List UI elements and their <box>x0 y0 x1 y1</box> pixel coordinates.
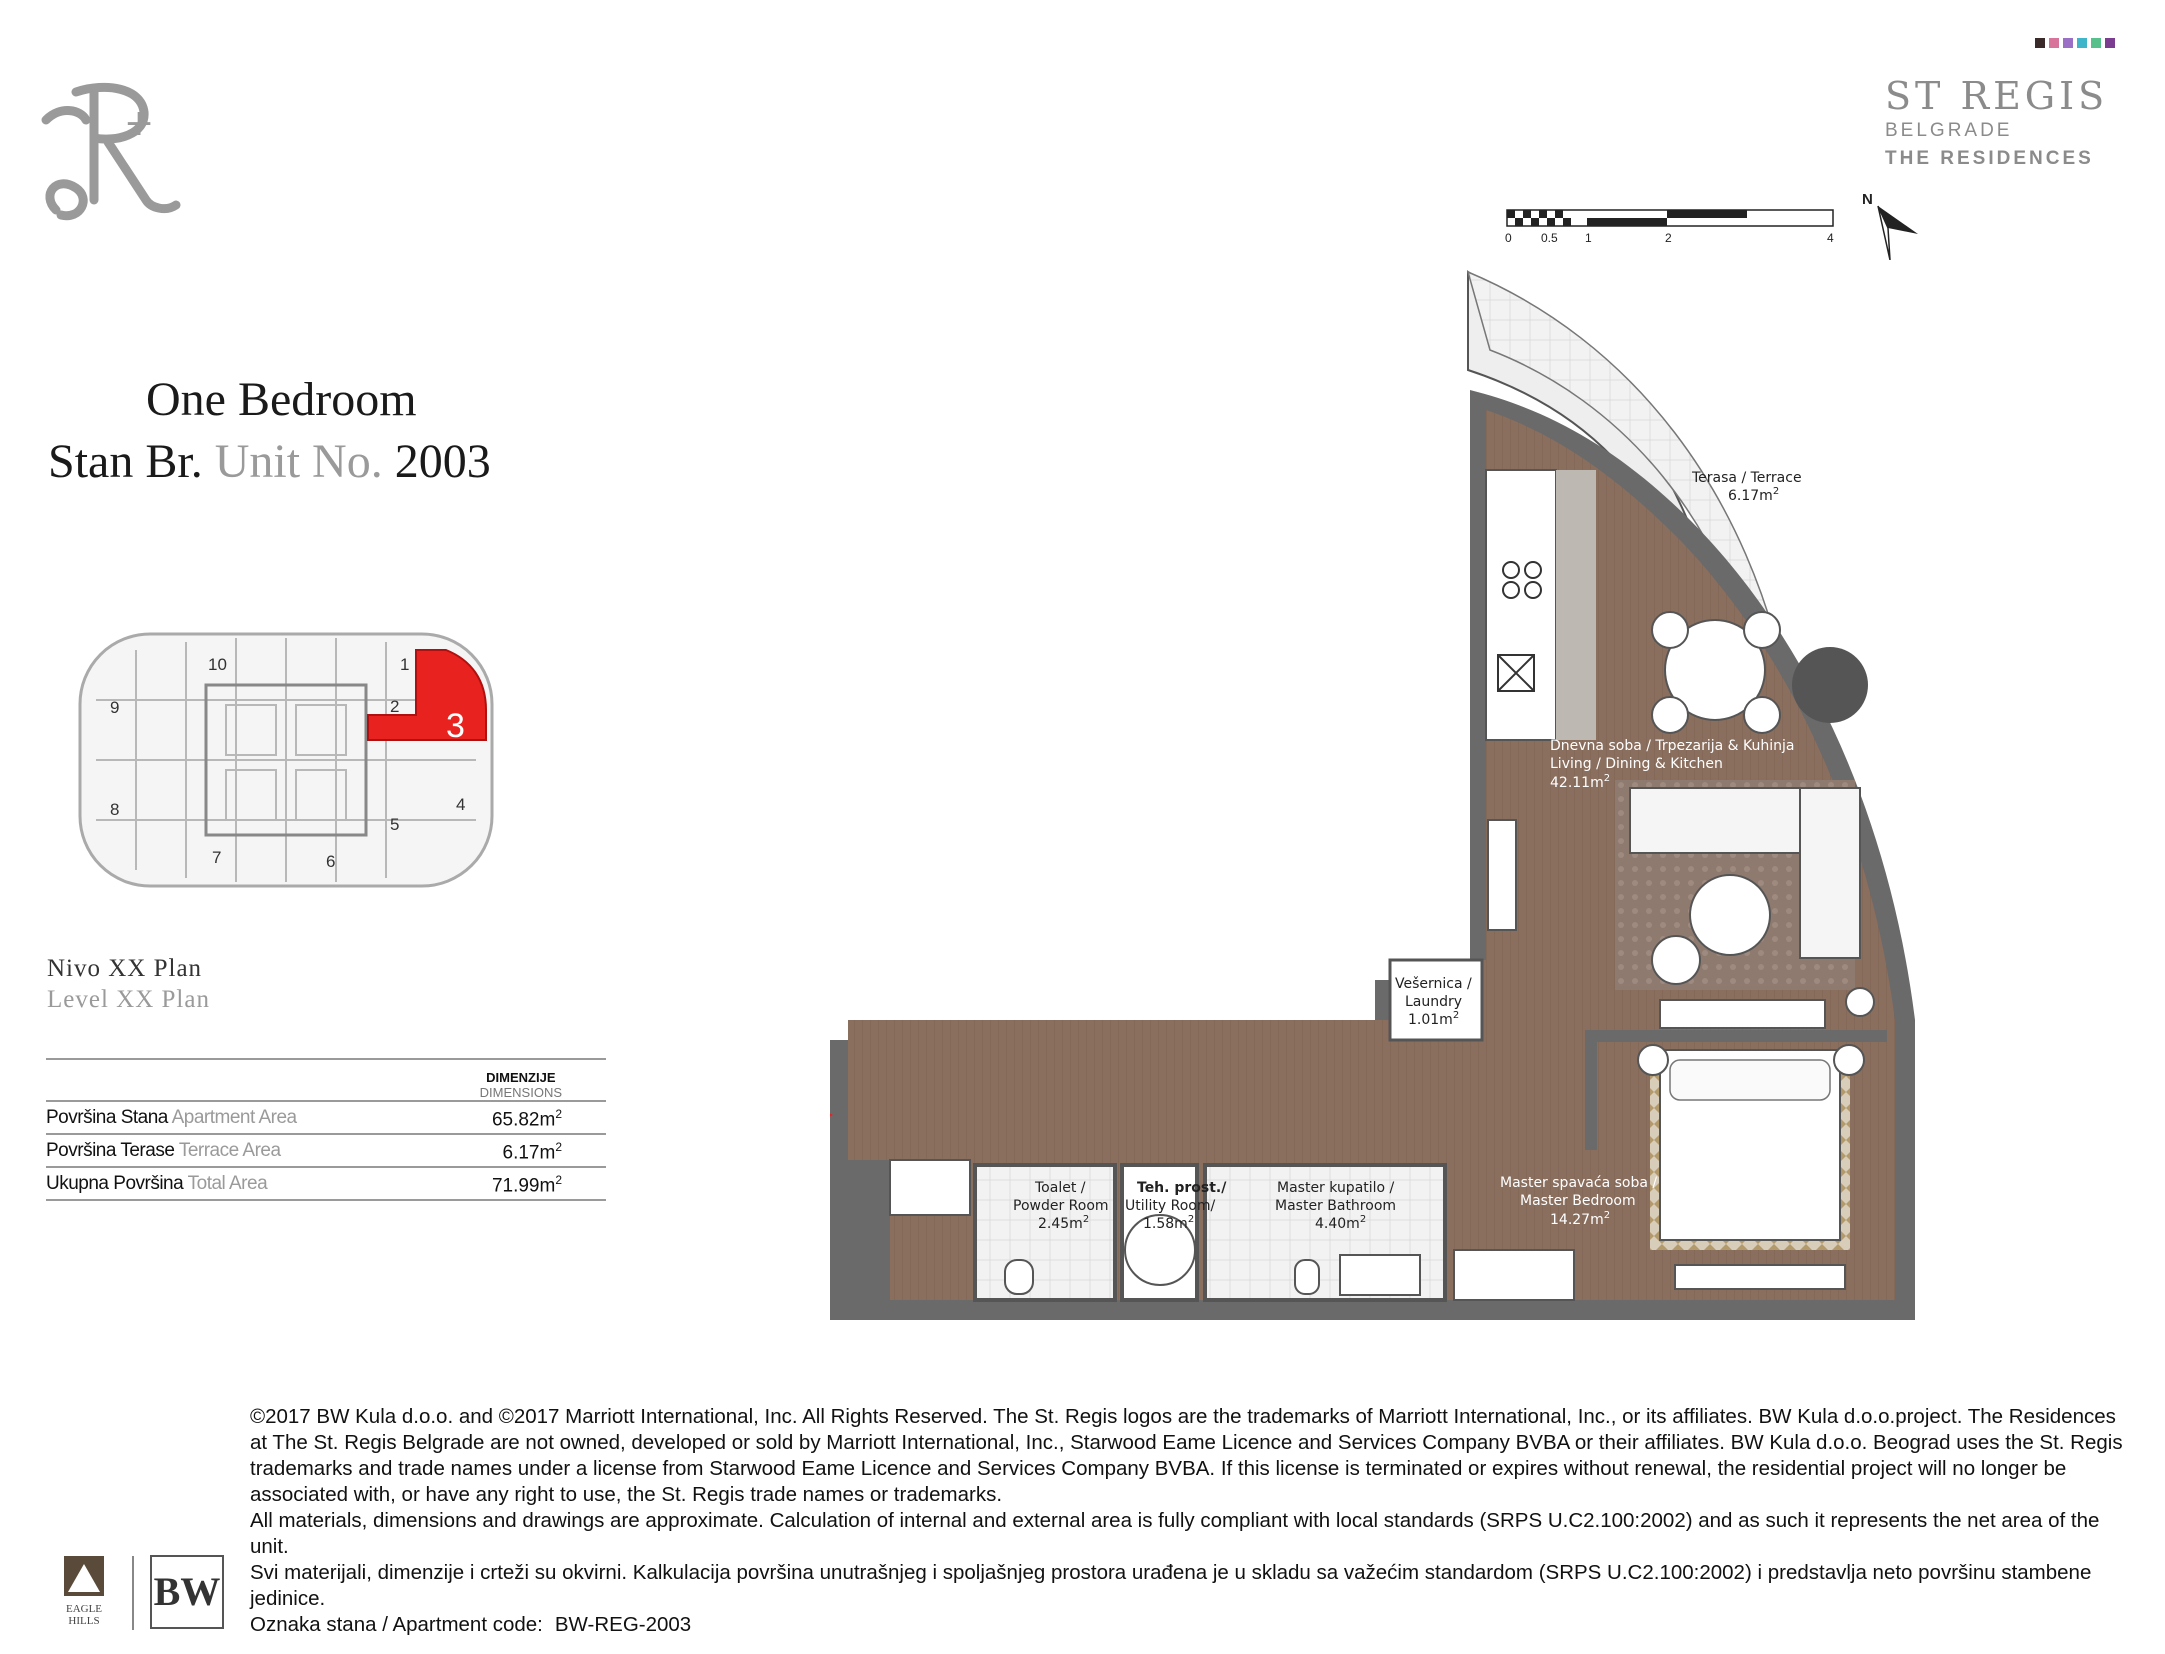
brand-name: ST REGIS <box>1885 74 2109 118</box>
area-row-value: 6.17m <box>502 1142 556 1164</box>
area-table <box>46 1058 606 1201</box>
keyplan-unit-6: 6 <box>326 852 336 871</box>
area-unit-superscript: 2 <box>1187 1214 1195 1225</box>
laundry-label-sr: Vešernica / <box>1395 976 1472 992</box>
powder-room-label-en: Powder Room <box>1013 1198 1109 1214</box>
floor-plan <box>830 260 1940 1330</box>
master-bedroom-area: $14.27m^2$ <box>1550 1210 1611 1228</box>
north-arrow-icon <box>1860 190 1930 260</box>
svg-text:+: + <box>124 103 155 144</box>
keyplan-unit-2: 2 <box>390 697 400 716</box>
bw-logo: BW <box>150 1555 224 1629</box>
master-bedroom-label-sr: Master spavaća soba / <box>1500 1175 1658 1191</box>
area-row-unit: 2 <box>555 1140 562 1154</box>
area-header-sr: DIMENZIJE <box>486 1070 556 1085</box>
keyplan-unit-8: 8 <box>110 800 120 819</box>
powder-room-area: $2.45m^2$ <box>1038 1214 1090 1232</box>
scale-tick: 1 <box>1585 231 1592 245</box>
scale-tick: 0.5 <box>1541 231 1558 245</box>
unit-number-line <box>48 434 491 489</box>
keyplan-unit-10: 10 <box>208 655 227 674</box>
area-header-en: DIMENSIONS <box>479 1085 562 1100</box>
brand-swatches <box>2035 38 2125 48</box>
utility-room-label-en: Utility Room/ <box>1125 1198 1216 1214</box>
brand-swatch <box>2091 38 2101 48</box>
laundry-area: $1.01m^2$ <box>1408 1010 1460 1028</box>
area-table-header <box>46 1058 606 1100</box>
area-unit-superscript: 2 <box>1603 1210 1611 1221</box>
page-title: One Bedroom <box>146 373 417 426</box>
legal-disclaimer <box>250 1404 2130 1612</box>
area-row-label-sr: Ukupna Površina <box>46 1173 184 1194</box>
keyplan-unit-7: 7 <box>212 848 222 867</box>
eagle-hills-line1: EAGLE <box>65 1603 103 1615</box>
apartment-code <box>250 1613 691 1637</box>
scale-bar <box>1505 208 1845 248</box>
brand-tagline: THE RESIDENCES <box>1885 148 2094 169</box>
terrace-area-value: $6.17m^2$ <box>1728 486 1780 504</box>
scale-tick: 2 <box>1665 231 1672 245</box>
scale-tick: 0 <box>1505 231 1512 245</box>
area-row-unit: 2 <box>555 1173 562 1187</box>
eagle-hills-line2: HILLS <box>68 1615 100 1627</box>
brand-city: BELGRADE <box>1885 120 2013 141</box>
area-unit-superscript: 2 <box>1359 1214 1367 1225</box>
area-row <box>46 1166 606 1201</box>
eagle-hills-logo <box>58 1554 110 1626</box>
brand-swatch <box>2035 38 2045 48</box>
master-bath-label-sr: Master kupatilo / <box>1277 1180 1395 1196</box>
level-title-sr: Nivo XX Plan <box>47 955 203 982</box>
area-row-label-sr: Površina Terase <box>46 1140 175 1161</box>
master-bath-label-en: Master Bathroom <box>1275 1198 1397 1214</box>
brand-swatch <box>2063 38 2073 48</box>
area-row-label-en: Apartment Area <box>171 1107 297 1128</box>
living-room-label-sr: Dnevna soba / Trpezarija & Kuhinja <box>1550 738 1795 754</box>
area-row <box>46 1100 606 1133</box>
st-regis-monogram-logo <box>36 80 196 225</box>
brand-swatch <box>2105 38 2115 48</box>
legal-materials-sr: Svi materijali, dimenzije i crteži su okvirni. Kalkulacija površina unutrašnjeg i spoljašnjeg prostora urađena je u skladu sa važećim standardom (SRPS U.C2.100:2002) i predstavlja neto površinu stambene jedinice. <box>250 1561 2092 1610</box>
level-title-en: Level XX Plan <box>47 986 210 1013</box>
area-row-value: 71.99m <box>491 1175 556 1197</box>
keyplan-unit-9: 9 <box>110 698 120 717</box>
terrace-label: Terasa / Terrace <box>1692 470 1802 486</box>
laundry-label-en: Laundry <box>1405 994 1463 1010</box>
area-row-value: 65.82m <box>491 1109 556 1131</box>
unit-label-sr: Stan Br. <box>48 435 203 488</box>
area-unit-superscript: 2 <box>1603 773 1611 784</box>
scale-tick: 4 <box>1827 231 1834 245</box>
area-row-label-en: Terrace Area <box>178 1140 281 1161</box>
area-row-unit: 2 <box>555 1107 562 1121</box>
keyplan-unit-3: 3 <box>446 707 465 745</box>
unit-number: 2003 <box>394 435 491 488</box>
apartment-code-value: BW-REG-2003 <box>554 1613 692 1636</box>
area-header <box>480 1070 562 1100</box>
area-unit-superscript: 2 <box>1452 1010 1460 1021</box>
brand-swatch <box>2049 38 2059 48</box>
area-row-label-en: Total Area <box>187 1173 268 1194</box>
area-row-label-sr: Površina Stana <box>46 1107 168 1128</box>
legal-materials-en: All materials, dimensions and drawings are approximate. Calculation of internal and external area is fully compliant with local standards (SRPS U.C2.100:2002) and as such it represents the net area of the unit. <box>250 1509 2100 1558</box>
floor-keyplan <box>76 630 496 890</box>
eagle-hills-icon <box>62 1554 106 1598</box>
apartment-code-label: Oznaka stana / Apartment code: <box>250 1613 543 1636</box>
area-unit-superscript: 2 <box>1082 1214 1090 1225</box>
utility-room-area: $1.58m^2$ <box>1143 1214 1195 1232</box>
unit-label-en: Unit No. <box>214 435 383 488</box>
logo-divider <box>132 1556 134 1630</box>
utility-room-label-sr: Teh. prost./ <box>1137 1180 1227 1196</box>
living-room-label-en: Living / Dining & Kitchen <box>1550 756 1723 772</box>
area-row <box>46 1133 606 1166</box>
powder-room-label-sr: Toalet / <box>1035 1180 1086 1196</box>
legal-copyright: ©2017 BW Kula d.o.o. and ©2017 Marriott International, Inc. All Rights Reserved. The St. Regis logos are the trademarks of Marriott International, Inc., or its affiliates. BW Kula d.o.o.project. The Residences at The St. Regis Belgrade are not owned, developed or sold by Marriott International, Inc., Starwood Eame Licence and Services Company BVBA or their affiliates. BW Kula d.o.o. Beograd uses the St. Regis trademarks and trade names under a license from Starwood Eame Licence and Services Company BVBA. If this license is terminated or expires without renewal, the residential project will no longer be associated with, or have any right to use, the St. Regis trade names or trademarks. <box>250 1405 2123 1506</box>
keyplan-unit-5: 5 <box>390 815 400 834</box>
north-label: N <box>1862 191 1873 208</box>
keyplan-unit-1: 1 <box>400 655 410 674</box>
brand-swatch <box>2077 38 2087 48</box>
brand-block <box>1885 74 2108 170</box>
keyplan-unit-4: 4 <box>456 795 466 814</box>
living-room-area: $42.11m^2$ <box>1550 773 1611 791</box>
area-unit-superscript: 2 <box>1772 486 1780 497</box>
master-bedroom-label-en: Master Bedroom <box>1520 1193 1636 1209</box>
master-bath-area: $4.40m^2$ <box>1315 1214 1367 1232</box>
